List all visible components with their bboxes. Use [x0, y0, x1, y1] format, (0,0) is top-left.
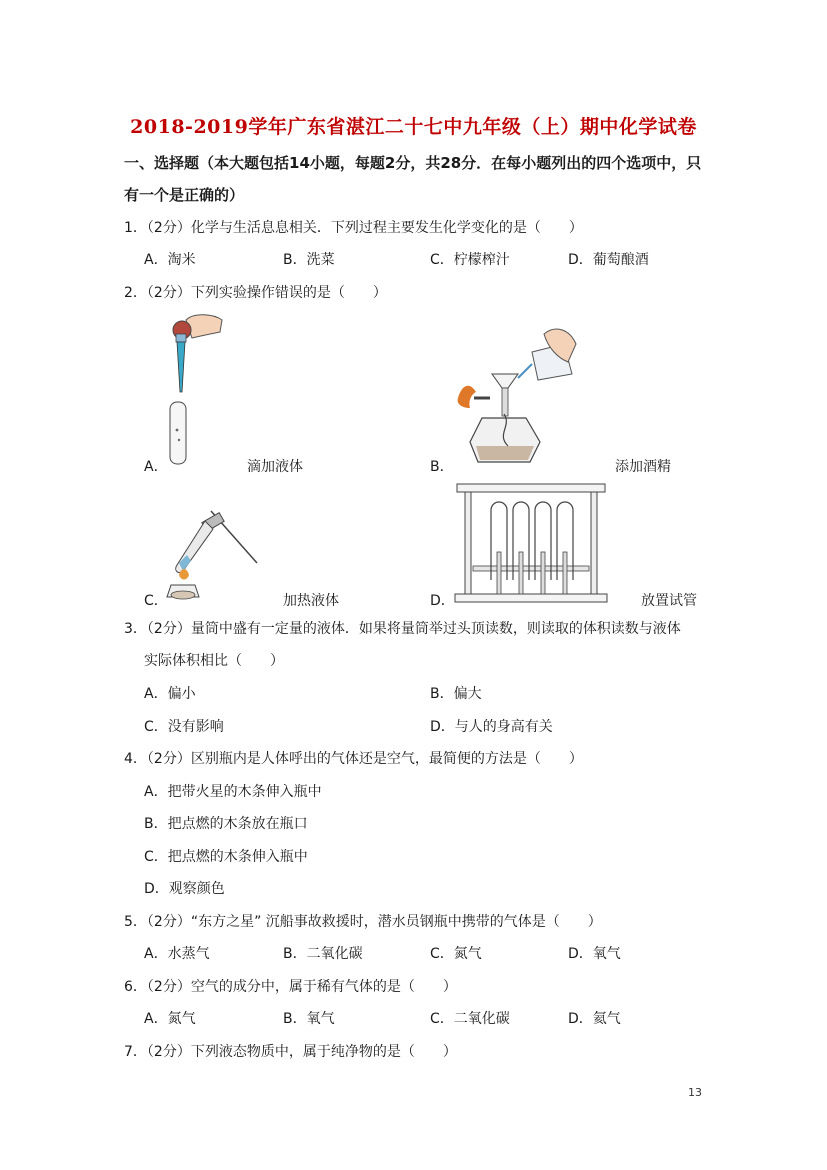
- q6-option-a: A．氮气: [144, 1011, 196, 1027]
- q2-option-a: A．: [144, 459, 168, 475]
- question-6: 6．（2分）空气的成分中，属于稀有气体的是（ ）: [124, 979, 457, 995]
- q4-option-c: C．把点燃的木条伸入瓶中: [144, 849, 308, 865]
- q4-option-b: B．把点燃的木条放在瓶口: [144, 816, 308, 832]
- q2-option-c: C．: [144, 593, 168, 609]
- q3-option-b: B．偏大: [430, 686, 482, 702]
- q2-option-b: B．: [430, 459, 454, 475]
- figure-d-test-tube-rack-icon: [455, 480, 615, 605]
- q2-caption-d: 放置试管: [641, 593, 697, 609]
- section-heading-line2: 有一个是正确的）: [124, 186, 245, 204]
- q1-option-d: D．葡萄酿酒: [568, 252, 649, 268]
- section-heading-line1: 一、选择题（本大题包括14小题，每题2分，共28分．在每小题列出的四个选项中，只: [124, 154, 702, 172]
- q3-option-c: C．没有影响: [144, 719, 224, 735]
- q5-option-b: B．二氧化碳: [283, 946, 363, 962]
- question-5: 5．（2分）“东方之星” 沉船事故救援时，潜水员钢瓶中携带的气体是（ ）: [124, 914, 602, 930]
- q6-option-b: B．氧气: [283, 1011, 335, 1027]
- q3-option-a: A．偏小: [144, 686, 196, 702]
- q1-option-b: B．洗菜: [283, 252, 335, 268]
- q6-option-d: D．氦气: [568, 1011, 621, 1027]
- q2-caption-a: 滴加液体: [247, 459, 303, 475]
- q5-option-d: D．氧气: [568, 946, 621, 962]
- question-2: 2．（2分）下列实验操作错误的是（ ）: [124, 285, 387, 301]
- q5-option-a: A．水蒸气: [144, 946, 210, 962]
- question-4: 4．（2分）区别瓶内是人体呼出的气体还是空气，最简便的方法是（ ）: [124, 751, 583, 767]
- figure-b-alcohol-lamp-icon: [452, 322, 592, 472]
- q5-option-c: C．氮气: [430, 946, 482, 962]
- q4-option-d: D．观察颜色: [144, 881, 225, 897]
- q3-option-d: D．与人的身高有关: [430, 719, 553, 735]
- question-3-continued: 实际体积相比（ ）: [144, 653, 284, 669]
- exam-title: 2018-2019学年广东省湛江二十七中九年级（上）期中化学试卷: [130, 116, 697, 138]
- q2-caption-b: 添加酒精: [615, 459, 671, 475]
- page-number: 13: [688, 1086, 702, 1099]
- question-1: 1．（2分）化学与生活息息相关．下列过程主要发生化学变化的是（ ）: [124, 220, 583, 236]
- figure-a-dropper-icon: [160, 310, 240, 470]
- question-7: 7．（2分）下列液态物质中，属于纯净物的是（ ）: [124, 1044, 457, 1060]
- q1-option-c: C．柠檬榨汁: [430, 252, 510, 268]
- q2-caption-c: 加热液体: [283, 593, 339, 609]
- question-3: 3．（2分）量筒中盛有一定量的液体．如果将量筒举过头顶读数，则读取的体积读数与液体: [124, 621, 681, 637]
- figure-c-heating-tube-icon: [165, 505, 265, 605]
- q1-option-a: A．淘米: [144, 252, 196, 268]
- q2-option-d: D．: [430, 593, 455, 609]
- q6-option-c: C．二氧化碳: [430, 1011, 510, 1027]
- q4-option-a: A．把带火星的木条伸入瓶中: [144, 784, 322, 800]
